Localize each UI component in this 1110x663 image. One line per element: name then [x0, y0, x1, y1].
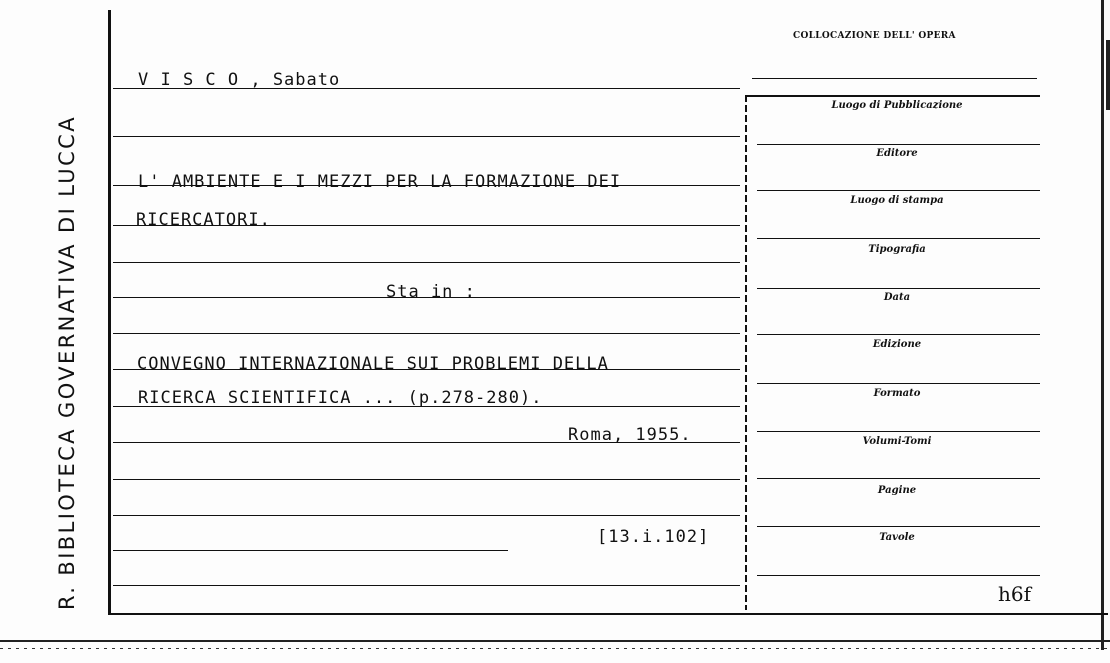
- source-line-2: RICERCA SCIENTIFICA ... (p.278-280).: [138, 388, 543, 408]
- rule: [757, 190, 1040, 191]
- corner-handwritten-mark: h6f: [998, 582, 1032, 606]
- field-edizione: Edizione: [872, 339, 922, 350]
- title-line-2: RICERCATORI.: [136, 210, 271, 230]
- card-edge: [1101, 0, 1104, 650]
- field-volumi-tomi: Volumi-Tomi: [862, 436, 932, 447]
- shelfmark: [13.i.102]: [597, 527, 710, 547]
- title-line-1: L' AMBIENTE E I MEZZI PER LA FORMAZIONE DEI: [138, 172, 622, 192]
- rule: [757, 431, 1040, 432]
- rule: [752, 78, 1037, 79]
- rule: [757, 526, 1040, 527]
- rule: [757, 288, 1040, 289]
- rule: [113, 515, 740, 516]
- field-pagine: Pagine: [877, 485, 917, 496]
- rule: [757, 144, 1040, 145]
- rule: [113, 136, 740, 137]
- place-date: Roma, 1955.: [568, 425, 692, 445]
- left-margin-rule: [108, 10, 111, 615]
- card-edge-mark: [1106, 40, 1110, 110]
- field-luogo-stampa: Luogo di stampa: [850, 195, 944, 206]
- library-name: R. BIBLIOTECA GOVERNATIVA DI LUCCA: [55, 115, 79, 610]
- field-data: Data: [883, 292, 911, 303]
- rule: [113, 262, 740, 263]
- rule: [113, 585, 740, 586]
- sta-in: Sta in :: [386, 282, 476, 302]
- rule: [113, 479, 740, 480]
- rule: [113, 333, 740, 334]
- rule: [757, 383, 1040, 384]
- card-bottom-edge: [0, 640, 1110, 642]
- rule: [757, 238, 1040, 239]
- source-line-1: CONVEGNO INTERNAZIONALE SUI PROBLEMI DELLA: [137, 354, 609, 374]
- panel-divider: [745, 95, 747, 610]
- author-line: V I S C O , Sabato: [138, 70, 341, 90]
- rule-bottom: [108, 613, 1108, 615]
- field-luogo-pubblicazione: Luogo di Pubblicazione: [831, 100, 963, 111]
- rule: [745, 95, 1040, 97]
- field-formato: Formato: [873, 388, 921, 399]
- rule: [757, 334, 1040, 335]
- collocazione-header: COLLOCAZIONE DELL' OPERA: [793, 31, 956, 41]
- field-editore: Editore: [876, 148, 918, 159]
- rule: [757, 575, 1040, 576]
- field-tipografia: Tipografia: [868, 244, 926, 255]
- field-tavole: Tavole: [879, 532, 915, 543]
- card-bottom-dots: [0, 648, 1110, 649]
- rule: [757, 478, 1040, 479]
- rule: [113, 550, 508, 551]
